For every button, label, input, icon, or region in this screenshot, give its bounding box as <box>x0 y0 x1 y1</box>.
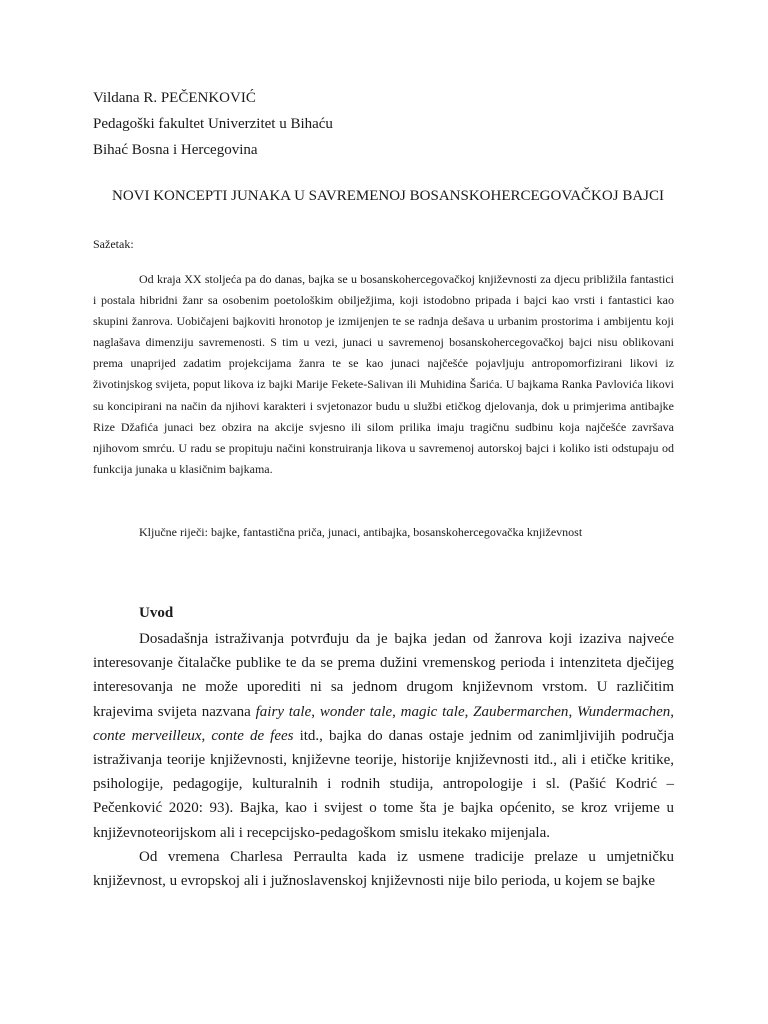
body-paragraph <box>93 627 674 845</box>
separator: , <box>392 703 401 720</box>
paragraph-text: Dosadašnja istraživanja potvrđuju da je bajka jedan od žanrova koji izaziva najveće interesovanje čitalačke publike te da se prema dužini vremenskog perioda i intenziteta dječijeg interesovanja ne može uporediti ni sa jednom drugom književnom vrstom. U različitim krajevima svijeta nazvana <box>93 631 674 720</box>
separator: , <box>568 703 577 720</box>
body-text <box>93 627 674 893</box>
italic-term: Zaubermarchen <box>473 703 569 720</box>
separator: , <box>670 703 675 720</box>
author-faculty: Pedagoški fakultet Univerzitet u Bihaću <box>93 116 333 132</box>
italic-term: magic tale <box>400 703 465 720</box>
abstract-label: Sažetak: <box>93 237 134 251</box>
body-paragraph: Od vremena Charlesa Perraulta kada iz usmene tradicije prelaze u umjetničku književnost, u evropskoj ali i južnoslavenskoj književnosti nije bilo perioda, u kojem se bajke <box>93 848 674 890</box>
author-location: Bihać Bosna i Hercegovina <box>93 142 258 158</box>
paragraph-text: itd., bajka do danas ostaje jednim od zanimljivijih područja istraživanja teorije književnosti, književne teorije, historije književnosti itd., ali i etičke kritike, psihologije, pedagogije, kulturalnih i rodnih studija, antropologije i sl. (Pašić Kodrić – Pečenković 2020: 93). Bajka, kao i svijest o tome šta je bajka općenito, se kroz vrijeme u književnoteorijskom ali i recepcijsko-pedagoškom smislu itekako mijenjala. <box>93 727 674 841</box>
abstract-text: Od kraja XX stoljeća pa do danas, bajka se u bosanskohercegovačkoj književnosti za djecu približila fantastici i postala hibridni žanr sa osobenim poetološkim obilježjima, koji istodobno pripada i bajci kao vrsti i fantastici kao skupini žanrova. Uobičajeni bajkoviti hronotop je izmijenjen te se radnja dešava u urbanim prostorima i ambijentu koji naglašava dimenziju savremenosti. S tim u vezi, junaci u savremenoj bosanskohercegovačkoj bajci nisu oblikovani prema unaprijed zadatim projekcijama žanra te se kao junaci najčešće pojavljuju antropomorfizirani likovi iz životinjskog svijeta, poput likova iz bajki Marije Fekete-Salivan ili Muhidina Šarića. U bajkama Ranka Pavlovića likovi su koncipirani na način da njihovi karakteri i svjetonazor budu u službi etičkog djelovanja, dok u primjerima antibajke Rize Džafića junaci bez obzira na akcije svjesno ili silom prilika imaju tragičnu sudbinu koja najčešće završava njihovom smrću. U radu se propituju načini konstruiranja likova u savremenoj autorskoj bajci i koliko isti odstupaju od funkcija junaka u klasičnim bajkama. <box>93 272 674 476</box>
section-heading: Uvod <box>139 605 174 621</box>
author-block <box>93 85 683 163</box>
author-name: Vildana R. PEČENKOVIĆ <box>93 90 256 106</box>
keywords: Ključne riječi: bajke, fantastična priča, junaci, antibajka, bosanskohercegovačka književnost <box>139 525 583 539</box>
italic-term: conte merveilleux <box>93 727 202 744</box>
separator: , <box>464 703 474 720</box>
italic-term: Wundermachen <box>576 703 671 720</box>
italic-term: fairy tale <box>255 703 312 720</box>
separator: , <box>311 703 320 720</box>
separator: , <box>201 727 212 744</box>
italic-term: conte de fees <box>211 727 294 744</box>
italic-term: wonder tale <box>319 703 393 720</box>
paper-title: NOVI KONCEPTI JUNAKA U SAVREMENOJ BOSANSKOHERCEGOVAČKOJ BAJCI <box>111 188 664 204</box>
